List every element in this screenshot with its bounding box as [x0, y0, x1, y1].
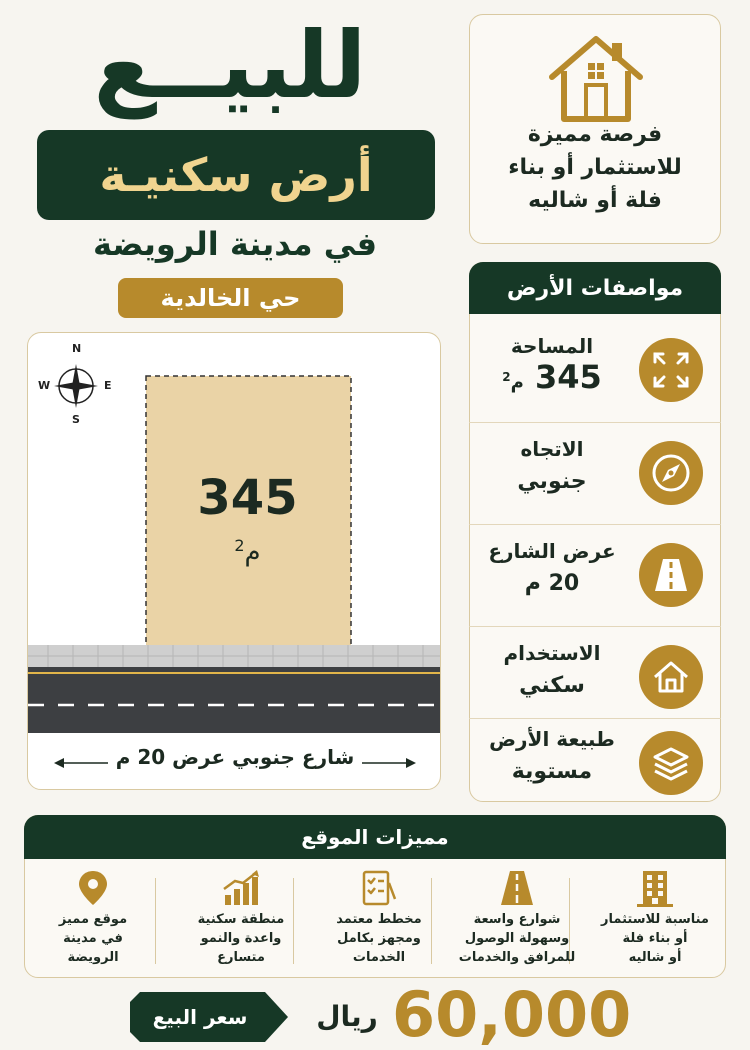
promo-line-2: للاستثمار أو بناء [508, 155, 682, 180]
spec-row-usage [469, 626, 721, 726]
feature-text: شوارع واسعة وسهولة الوصول للمرافق والخدمات [458, 912, 576, 965]
specs-header-text: مواصفات الأرض [506, 275, 684, 301]
spec-label-usage: الاستخدام [503, 641, 601, 665]
city-line: في مدينة الرويضة [92, 225, 378, 263]
spec-value-terrain: مستوية [511, 759, 593, 784]
feature-text: مخطط معتمد ومجهز بكامل الخدمات [336, 912, 422, 965]
location-pin-icon [71, 868, 115, 908]
compass-north: N [72, 342, 82, 355]
subtitle-text: أرض سكنيـة [99, 148, 373, 202]
price-currency: ريال [316, 1000, 378, 1033]
road [28, 667, 441, 733]
price-value: 60,000 [392, 978, 632, 1050]
feature-text: مناسبة للاستثمار أو بناء فلة أو شاليه [601, 912, 709, 965]
spec-value-direction: جنوبي [517, 469, 587, 494]
spec-row-area [469, 320, 721, 420]
spec-label-area: المساحة [510, 334, 594, 358]
spec-label-direction: الاتجاه [520, 437, 584, 461]
promo-text [469, 118, 721, 217]
specs-header [469, 262, 721, 314]
plot-area-unit: م$^2$ [234, 536, 261, 568]
spec-label-street-width: عرض الشارع [488, 539, 616, 563]
feature-investment [586, 866, 724, 976]
features-header-text: مميزات الموقع [301, 825, 449, 849]
checklist-icon [357, 868, 401, 908]
plot-area-value: 345 [197, 470, 298, 526]
feature-location [24, 866, 162, 976]
compass-west: W [38, 379, 51, 392]
spec-value-street-width: 20 م [524, 571, 580, 596]
compass-east: E [104, 379, 112, 392]
price-label-text: سعر البيع [152, 1005, 248, 1029]
feature-wide-streets [448, 866, 586, 976]
price-label-tag [130, 992, 288, 1042]
spec-value-area: 345 م$^2$ [502, 358, 602, 396]
feature-growth [172, 866, 310, 976]
compass-south: S [72, 413, 80, 426]
page-title: للبيــع [93, 12, 367, 119]
layers-icon [639, 731, 703, 795]
house-icon [546, 33, 646, 125]
spec-value-usage: سكني [519, 673, 585, 698]
building-icon [633, 868, 677, 908]
growth-chart-icon [219, 868, 263, 908]
street-width-label: شارع جنوبي عرض 20 م [115, 745, 355, 769]
spec-row-street-width [469, 524, 721, 624]
home-icon [639, 645, 703, 709]
feature-text: موقع مميز في مدينة الرويضة [58, 912, 128, 965]
promo-line-3: فلة أو شاليه [528, 188, 662, 213]
feature-text: منطقة سكنية واعدة والنمو متسارع [197, 912, 285, 965]
district-text: حي الخالدية [160, 284, 301, 312]
promo-line-1: فرصة مميزة [527, 122, 663, 147]
spec-label-terrain: طبيعة الأرض [489, 727, 615, 751]
features-header [24, 815, 726, 859]
spec-row-terrain [469, 718, 721, 802]
expand-icon [639, 338, 703, 402]
spec-row-direction [469, 422, 721, 522]
district-badge [118, 278, 343, 318]
road-icon [495, 868, 539, 908]
feature-approved-plan [310, 866, 448, 976]
compass-rose [54, 364, 98, 408]
compass-icon [639, 441, 703, 505]
subtitle-banner [37, 130, 435, 220]
road-icon [639, 543, 703, 607]
